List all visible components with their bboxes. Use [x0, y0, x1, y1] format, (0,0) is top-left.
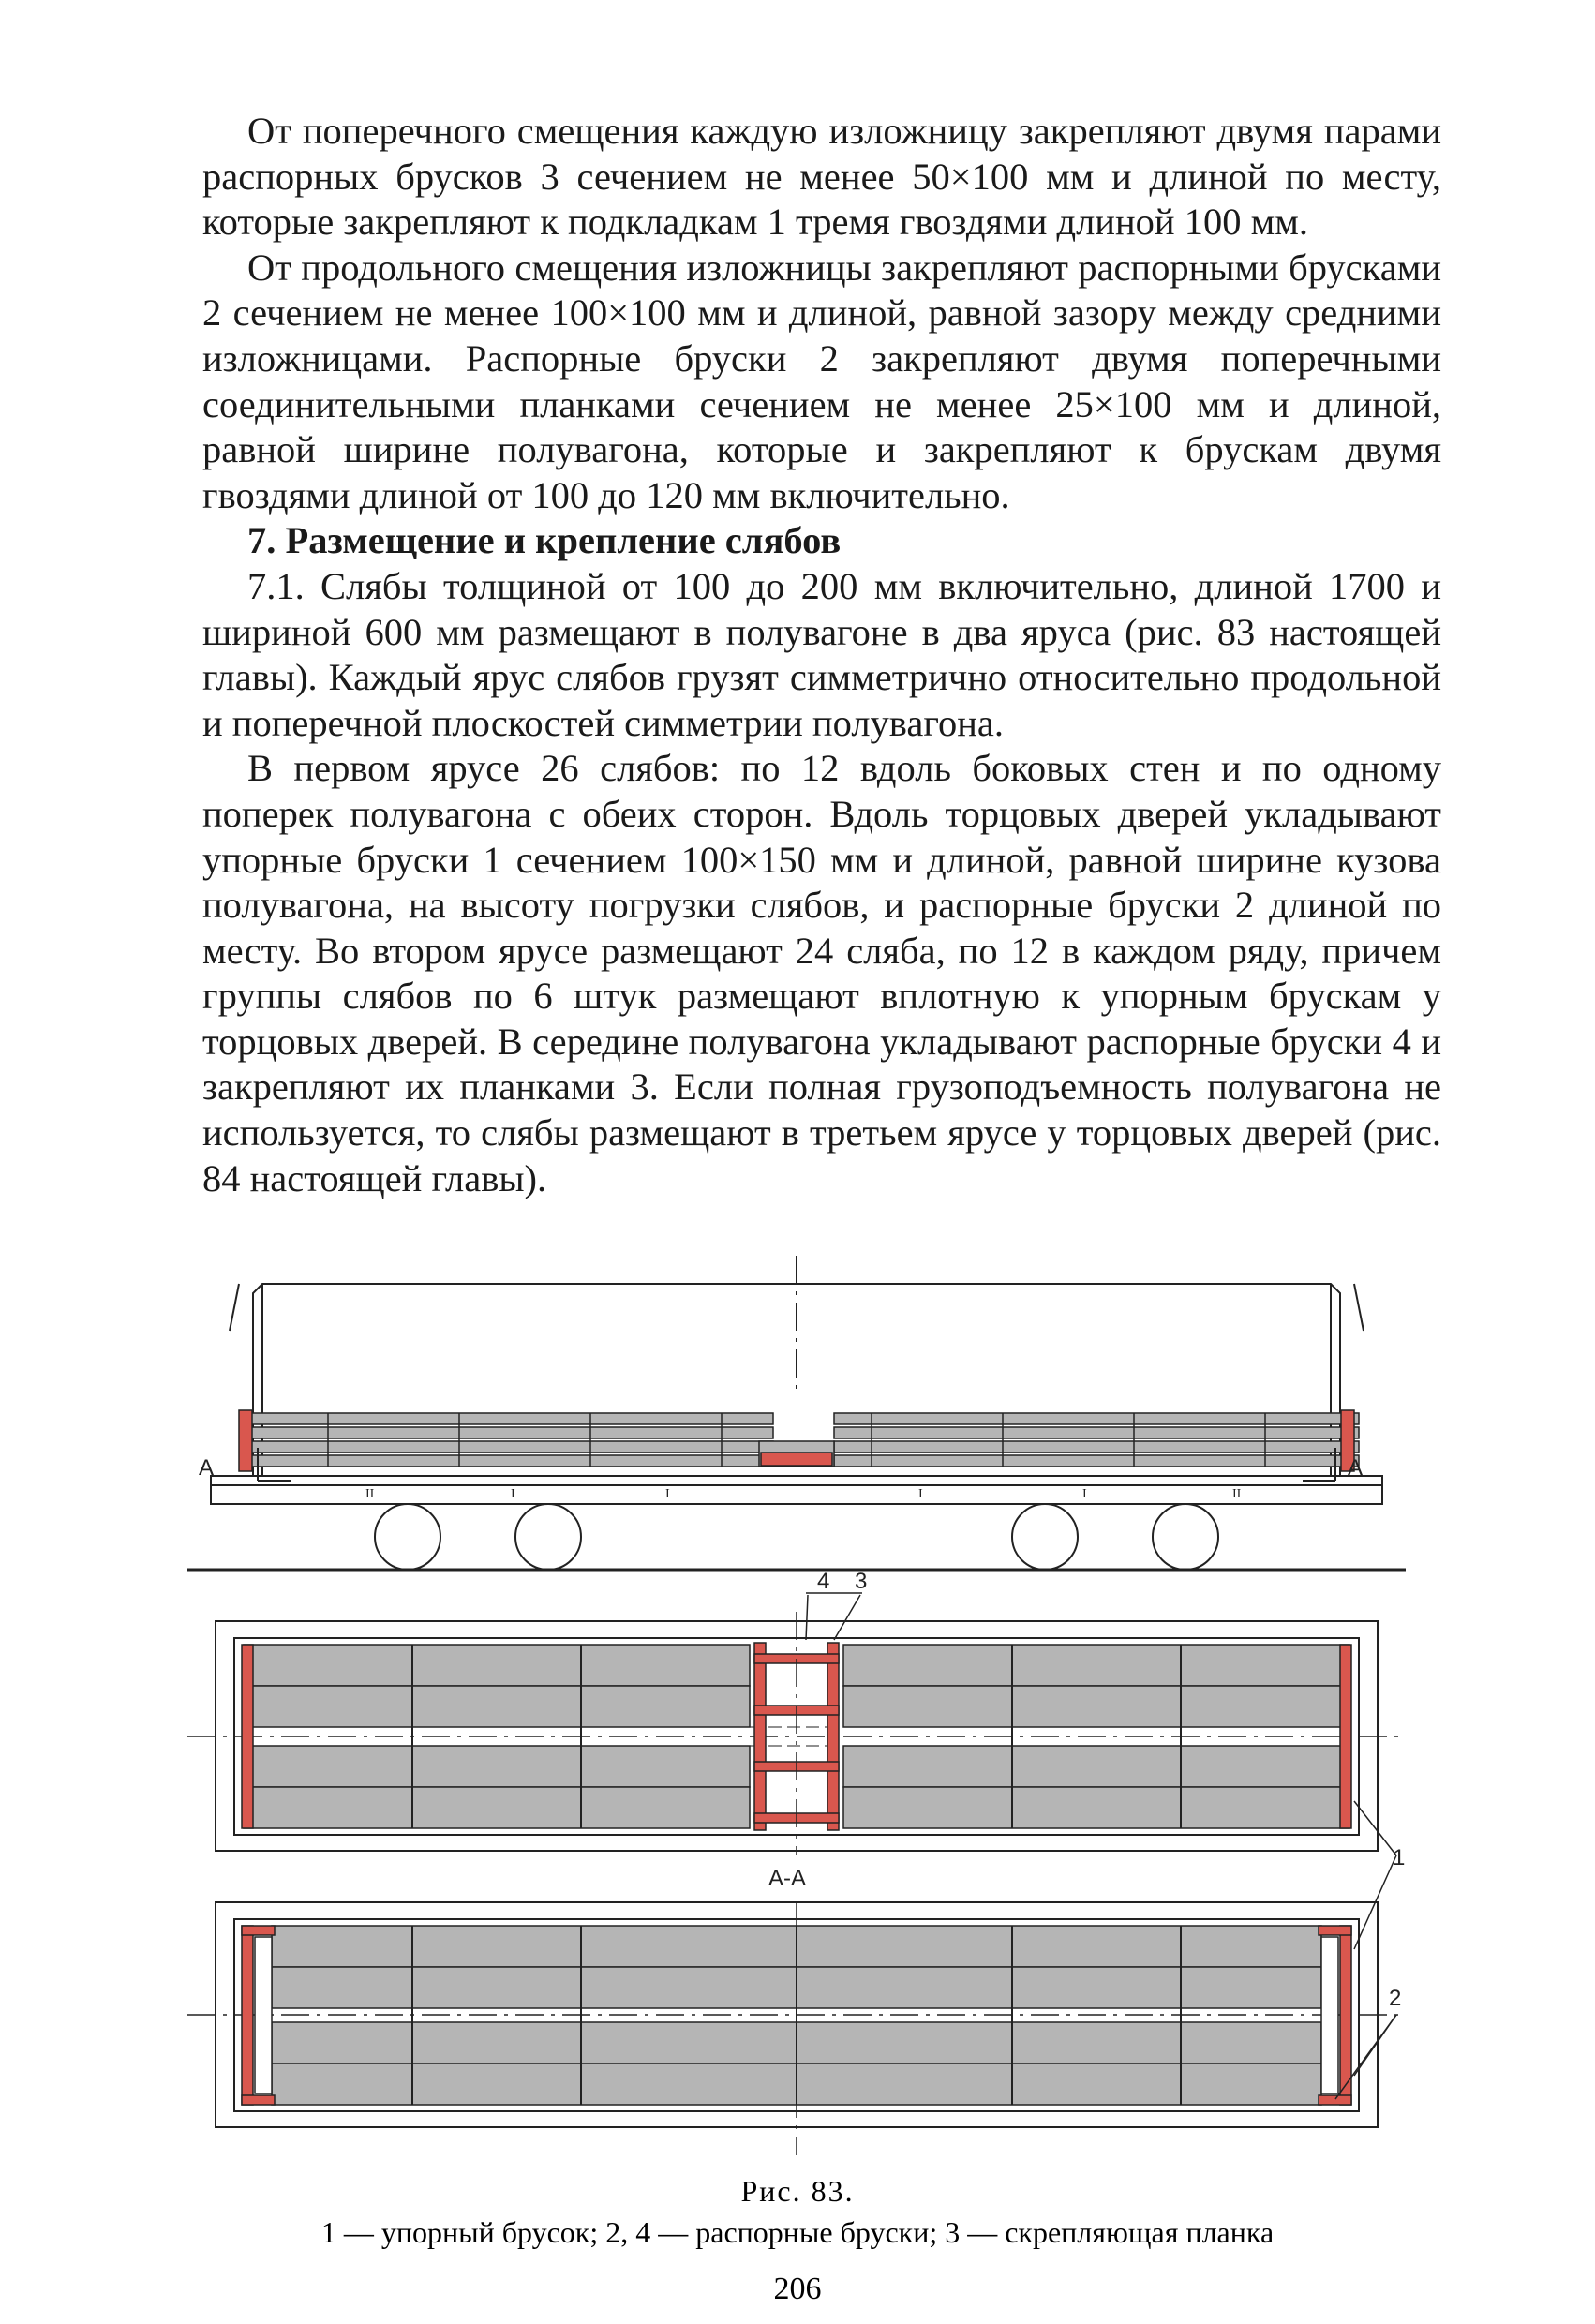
layer-mark: I — [511, 1487, 515, 1501]
figure-caption: 1 — упорный брусок; 2, 4 — распорные бруски; 3 — скрепляющая планка — [320, 2215, 1275, 2249]
callout-3: 3 — [855, 1569, 868, 1594]
section-aa-label: А-А — [768, 1866, 807, 1891]
callout-4: 4 — [817, 1569, 830, 1594]
layer-mark: II — [365, 1487, 375, 1501]
callout-1: 1 — [1393, 1845, 1406, 1870]
layer-mark: I — [1082, 1487, 1087, 1501]
body-text — [202, 109, 1441, 1201]
layer-mark: I — [918, 1487, 923, 1501]
figure-83-drawing — [187, 1256, 1406, 2193]
section-marker-label: А — [1348, 1455, 1364, 1481]
page-number: 206 — [773, 2272, 822, 2306]
plan-lower — [187, 1902, 1406, 2155]
layer-marks — [365, 1487, 1242, 1501]
paragraph-1: От поперечного смещения каждую изложницу закрепляют двумя парами распорных брусков 3 сечением не менее 50×100 мм и длиной по месту, которые закрепляют к подкладкам 1 тремя гвоздями длиной 100 мм. — [202, 110, 1441, 244]
figure-title: Рис. 83. — [740, 2174, 855, 2208]
paragraph-2: От продольного смещения изложницы закрепляют распорными брусками 2 сечением не менее 100×100 мм и длиной, равной зазору между средними изложницами. Распорные бруски 2 закрепляют двумя поперечными соединительными планками сечением не менее 25×100 мм и длиной, равной ширине полувагона, которые и закрепляют к брускам двумя гвоздями длиной от 100 до 120 мм включительно. — [202, 246, 1441, 516]
plan-upper — [187, 1612, 1406, 1855]
callout-2: 2 — [1389, 1986, 1402, 2011]
wheels — [187, 1504, 1406, 1570]
section-heading: 7. Размещение и крепление слябов — [247, 519, 842, 562]
paragraph-4: В первом ярусе 26 слябов: по 12 вдоль боковых стен и по одному поперек полувагона с обеих сторон. Вдоль торцовых дверей укладывают упорные бруски 1 сечением 100×150 мм и длиной, равной ширине кузова полувагона, на высоту погрузки слябов, и распорные бруски 2 длиной по месту. Во втором ярусе размещают 24 сляба, по 12 в каждом ряду, причем группы слябов по 6 штук размещают вплотную к упорным брускам у торцовых дверей. В середине полувагона укладывают распорные бруски 4 и закрепляют их планками 3. Если полная грузоподъемность полувагона не используется, то слябы размещают в третьем ярусе у торцовых дверей (рис. 84 настоящей главы). — [202, 747, 1441, 1199]
layer-mark: II — [1232, 1487, 1242, 1501]
callouts-upper — [806, 1593, 862, 1640]
paragraph-3: 7.1. Слябы толщиной от 100 до 200 мм включительно, длиной 1700 и шириной 600 мм размещают в полувагоне в два яруса (рис. 83 настоящей главы). Каждый ярус слябов грузят симметрично относительно продольной и поперечной плоскостей симметрии полувагона. — [202, 564, 1441, 744]
layer-mark: I — [665, 1487, 670, 1501]
section-marker-label: А — [199, 1455, 215, 1481]
